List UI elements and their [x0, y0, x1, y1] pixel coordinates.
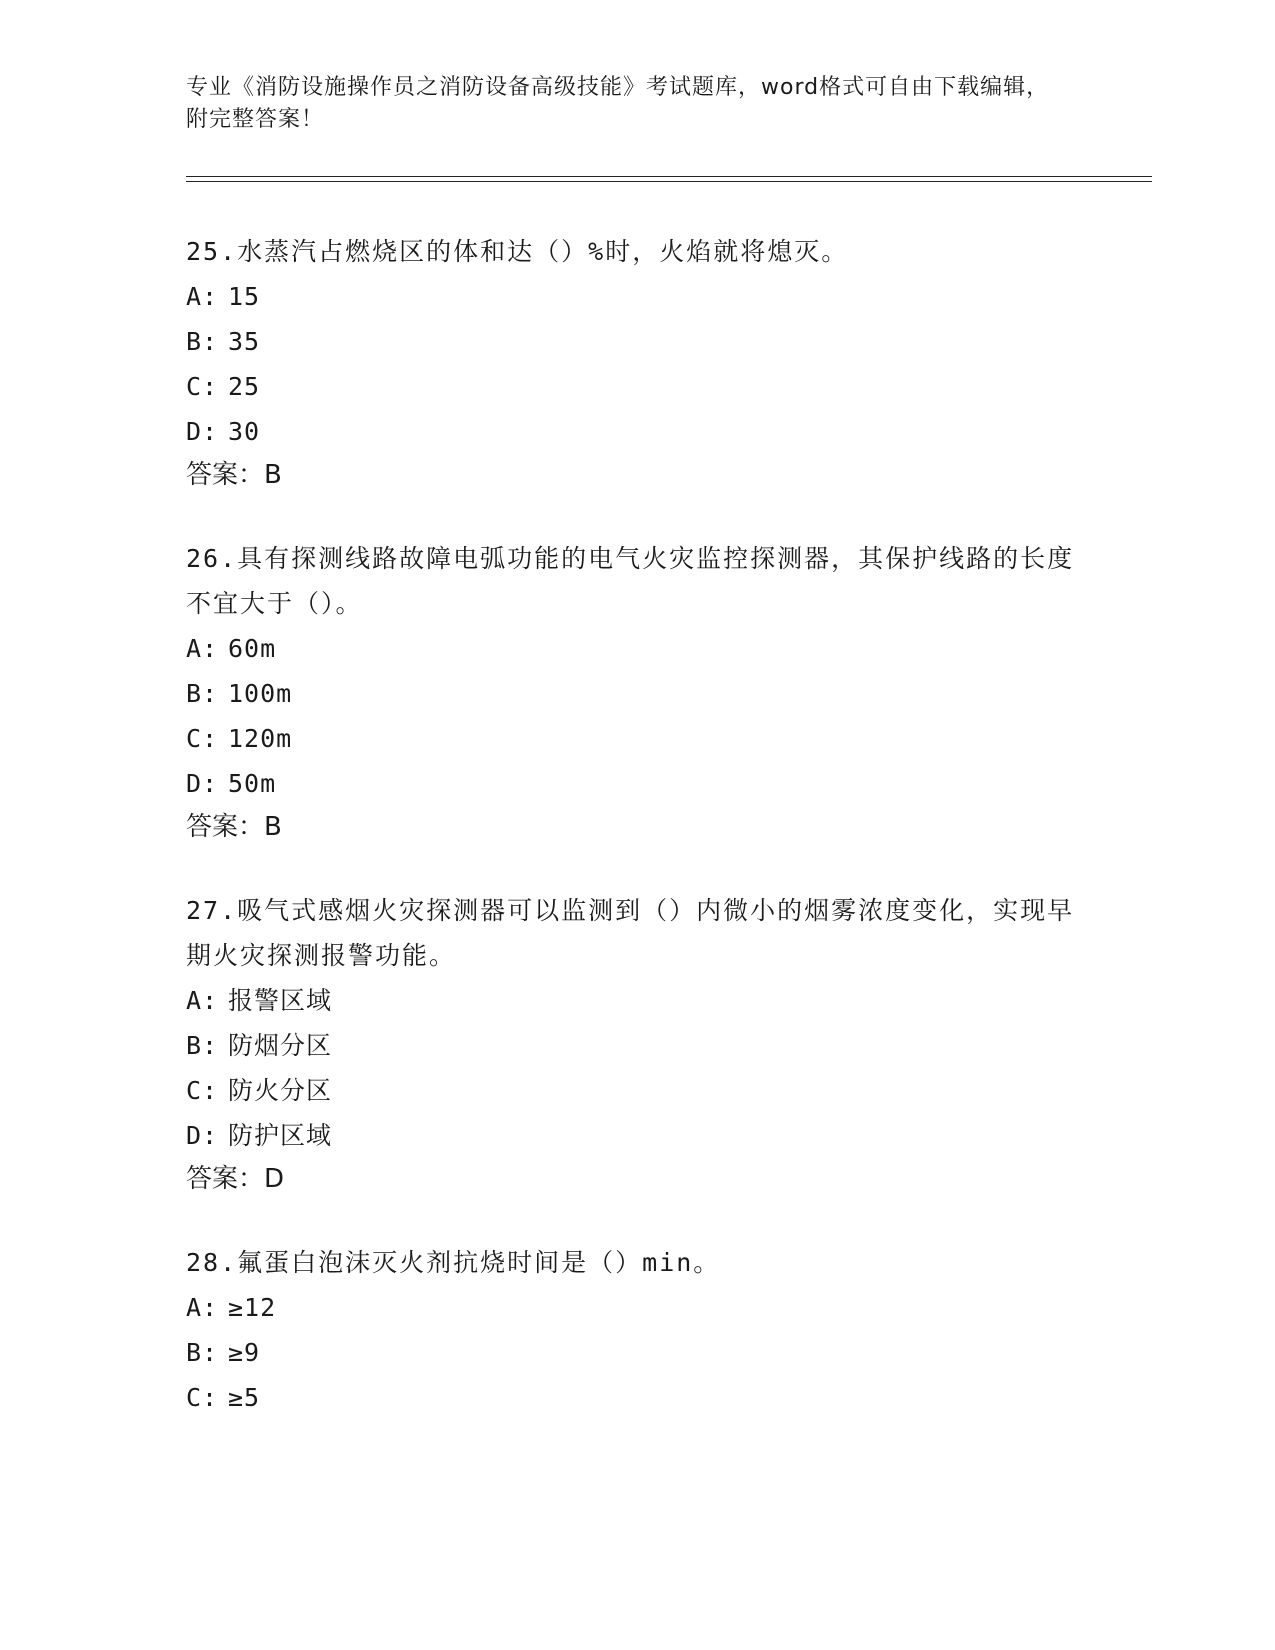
question-26: [186, 536, 1086, 848]
answer: 答案：B: [186, 812, 282, 842]
option-text: 50m: [228, 769, 277, 798]
option-label: B:: [186, 1031, 219, 1060]
option-label: C:: [186, 372, 219, 401]
option-text: ≥5: [228, 1383, 261, 1412]
option-label: D:: [186, 769, 219, 798]
question-27: [186, 888, 1086, 1200]
option-a: [186, 626, 1086, 671]
option-b: [186, 1330, 1086, 1375]
option-text: 60m: [228, 634, 277, 663]
option-text: 35: [228, 327, 261, 356]
option-text: 报警区域: [228, 986, 333, 1015]
option-c: [186, 364, 1086, 409]
option-label: B:: [186, 1338, 219, 1367]
option-text: 防烟分区: [228, 1031, 333, 1060]
option-b: [186, 319, 1086, 364]
option-label: A:: [186, 1293, 219, 1322]
answer: 答案：B: [186, 460, 282, 490]
option-c: [186, 716, 1086, 761]
option-d: [186, 761, 1086, 806]
document-header: 专业《消防设施操作员之消防设备高级技能》考试题库，word格式可自由下载编辑，附完整答案！: [186, 75, 1050, 132]
question-25: [186, 229, 1086, 496]
header-divider-bottom: [186, 181, 1152, 182]
answer: 答案：D: [186, 1164, 285, 1194]
option-label: C:: [186, 1076, 219, 1105]
option-b: [186, 1023, 1086, 1068]
option-label: C:: [186, 1383, 219, 1412]
option-label: C:: [186, 724, 219, 753]
option-label: D:: [186, 1121, 219, 1150]
option-label: B:: [186, 327, 219, 356]
option-label: D:: [186, 417, 219, 446]
option-text: 100m: [228, 679, 293, 708]
question-stem: 28.氟蛋白泡沫灭火剂抗烧时间是（）min。: [186, 1248, 721, 1277]
option-label: A:: [186, 282, 219, 311]
option-d: [186, 1113, 1086, 1158]
option-text: ≥9: [228, 1338, 261, 1367]
option-label: A:: [186, 634, 219, 663]
option-a: [186, 978, 1086, 1023]
question-list: [186, 235, 1086, 1466]
option-b: [186, 671, 1086, 716]
option-text: 120m: [228, 724, 293, 753]
option-text: 25: [228, 372, 261, 401]
option-label: A:: [186, 986, 219, 1015]
question-stem: 25.水蒸汽占燃烧区的体和达（）%时，火焰就将熄灭。: [186, 237, 849, 266]
option-c: [186, 1068, 1086, 1113]
question-stem: 26.具有探测线路故障电弧功能的电气火灾监控探测器，其保护线路的长度不宜大于（）。: [186, 544, 1075, 618]
question-28: [186, 1240, 1086, 1420]
option-text: ≥12: [228, 1293, 277, 1322]
question-stem: 27.吸气式感烟火灾探测器可以监测到（）内微小的烟雾浓度变化，实现早期火灾探测报警功能。: [186, 896, 1075, 970]
option-text: 防护区域: [228, 1121, 333, 1150]
header-divider-top: [186, 176, 1152, 177]
option-a: [186, 1285, 1086, 1330]
option-label: B:: [186, 679, 219, 708]
option-a: [186, 274, 1086, 319]
option-text: 30: [228, 417, 261, 446]
option-text: 防火分区: [228, 1076, 333, 1105]
option-d: [186, 409, 1086, 454]
option-text: 15: [228, 282, 261, 311]
option-c: [186, 1375, 1086, 1420]
